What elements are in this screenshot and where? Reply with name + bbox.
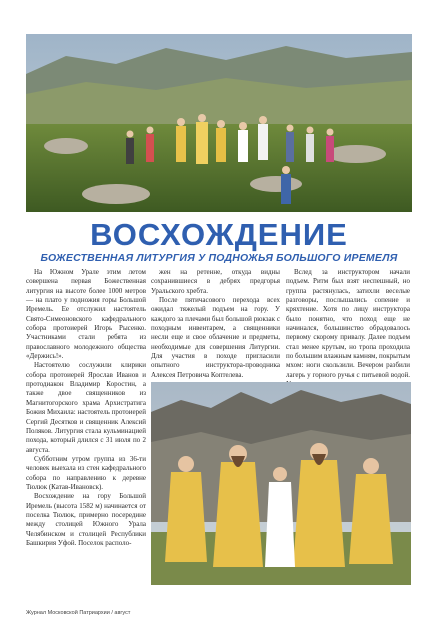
paragraph: Субботним утром группа из 36-ти человек выехала из стен кафедрального собора по направлению к деревне Тюлюк (Катав-Ивановск). bbox=[26, 454, 146, 491]
text-column-2 bbox=[151, 268, 280, 380]
paragraph: После пятичасового перехода всех ожидал тяжелый подъем на гору. У каждого за плечами был большой рюкзак с походным инвентарем, а священники несли еще и свое облачение и предметы, необходимые для совершения Литургии. Для участия в походе пригласили опытного инструктора-проводника Алексея Петровича Коптелева. bbox=[151, 296, 280, 379]
paragraph: Восхождение на гору Большой Иремель (высота 1582 м) начинается от поселка Тюлюк, примерно посередине между столицей Южного Урала Челябинском и столицей Республики Башкирия Уфой. Поселок располо- bbox=[26, 492, 146, 547]
article-title: ВОСХОЖДЕНИЕ bbox=[90, 217, 348, 252]
text-column-3 bbox=[286, 268, 410, 389]
article-subtitle: БОЖЕСТВЕННАЯ ЛИТУРГИЯ У ПОДНОЖЬЯ БОЛЬШОГО ИРЕМЕЛЯ bbox=[40, 252, 398, 264]
page-footer: Журнал Московской Патриархии / август bbox=[26, 610, 131, 616]
paragraph: Вслед за инструктором начали подъем. Ритм был взят неспешный, но группа растянулась, затихли веселые разговоры, послышались сопение и кряхтение. Хотя по лицу инструктора было понятно, что поход еще не начинался, большинство обрадовалось первому скорому привалу. Далее подъем стал менее крутым, но тропа проходила по большим влажным камням, покрытым мхом: ноги скользили. Вечером разбили лагерь у горного ручья с питьевой водой. bbox=[286, 268, 411, 379]
paragraph: жен на ретенне, откуда видны сохранившиеся в дебрях предгорья Уральского хребта. bbox=[151, 268, 280, 295]
text-column-1 bbox=[26, 268, 146, 548]
paragraph: Настоятелю сослужили клирики собора протоиерей Ярослав Иванов и протодиакон Владимир Коростин, а также двое священников из Магнитогорского храма Архистратига Божия Михаила: настоятель протоиерей Сергий Десятков и священник Алексий Поляков. Литургия стала кульминацией похода, который длился с 31 июля по 2 августа. bbox=[26, 361, 146, 454]
bottom-photo-clergy bbox=[151, 382, 411, 585]
top-photo-mountain-liturgy bbox=[26, 34, 412, 212]
paragraph: На Южном Урале этим летом совершена первая Божественная литургия на высоте более 1000 метров — на плато у подножия горы Большой Иремель. Ее отслужил настоятель Свято-Симеоновского кафедрального собора протоиерей Игорь Рысенко. Участниками стали ребята из православного молодежного общества «Держись!». bbox=[26, 268, 146, 361]
